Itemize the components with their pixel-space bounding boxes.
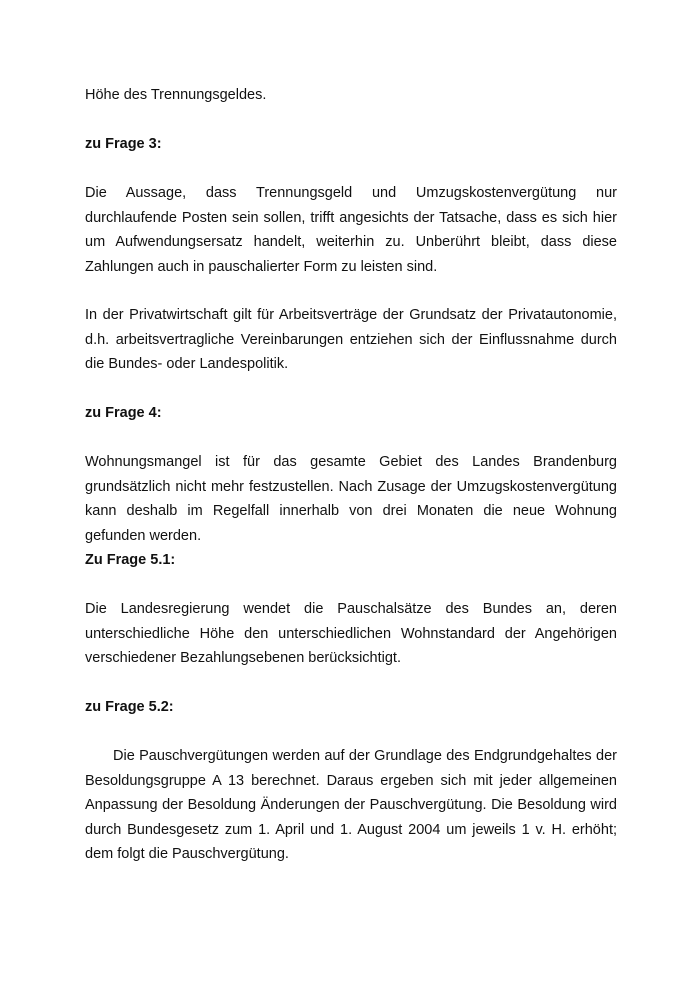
heading-frage-5-1: Zu Frage 5.1: <box>85 552 176 568</box>
intro-line: Höhe des Trennungsgeldes. <box>85 87 267 103</box>
paragraph-frage-4: Wohnungsmangel ist für das gesamte Gebiet des Landes Brandenburg grundsätzlich nicht mehr festzustellen. Nach Zusage der Umzugskostenvergütung kann deshalb im Regelfall innerhalb von drei Monaten die neue Wohnung gefunden werden. <box>85 454 617 544</box>
paragraph-frage-3-1: Die Aussage, dass Trennungsgeld und Umzugskostenvergütung nur durchlaufende Posten sein sollen, trifft angesichts der Tatsache, dass es sich hier um Aufwendungsersatz handelt, weiterhin zu. Unberührt bleibt, dass diese Zahlungen auch in pauschalierter Form zu leisten sind. <box>85 185 617 275</box>
paragraph-frage-3-2: In der Privatwirtschaft gilt für Arbeitsverträge der Grundsatz der Privatautonomie, d.h. arbeitsvertragliche Vereinbarungen entziehen sich der Einflussnahme durch die Bundes- oder Landespolitik. <box>85 307 617 372</box>
paragraph-frage-5-1: Die Landesregierung wendet die Pauschalsätze des Bundes an, deren unterschiedliche Höhe den unterschiedlichen Wohnstandard der Angehörigen verschiedener Bezahlungsebenen berücksichtigt. <box>85 601 617 666</box>
paragraph-frage-5-2: Die Pauschvergütungen werden auf der Grundlage des Endgrundgehaltes der Besoldungsgruppe A 13 berechnet. Daraus ergeben sich mit jeder allgemeinen Anpassung der Besoldung Änderungen der Pauschvergütung. Die Besoldung wird durch Bundesgesetz zum 1. April und 1. August 2004 um jeweils 1 v. H. erhöht; dem folgt die Pauschvergütung. <box>85 748 617 862</box>
heading-frage-5-2: zu Frage 5.2: <box>85 699 174 715</box>
heading-frage-4: zu Frage 4: <box>85 405 162 421</box>
heading-frage-3: zu Frage 3: <box>85 136 162 152</box>
